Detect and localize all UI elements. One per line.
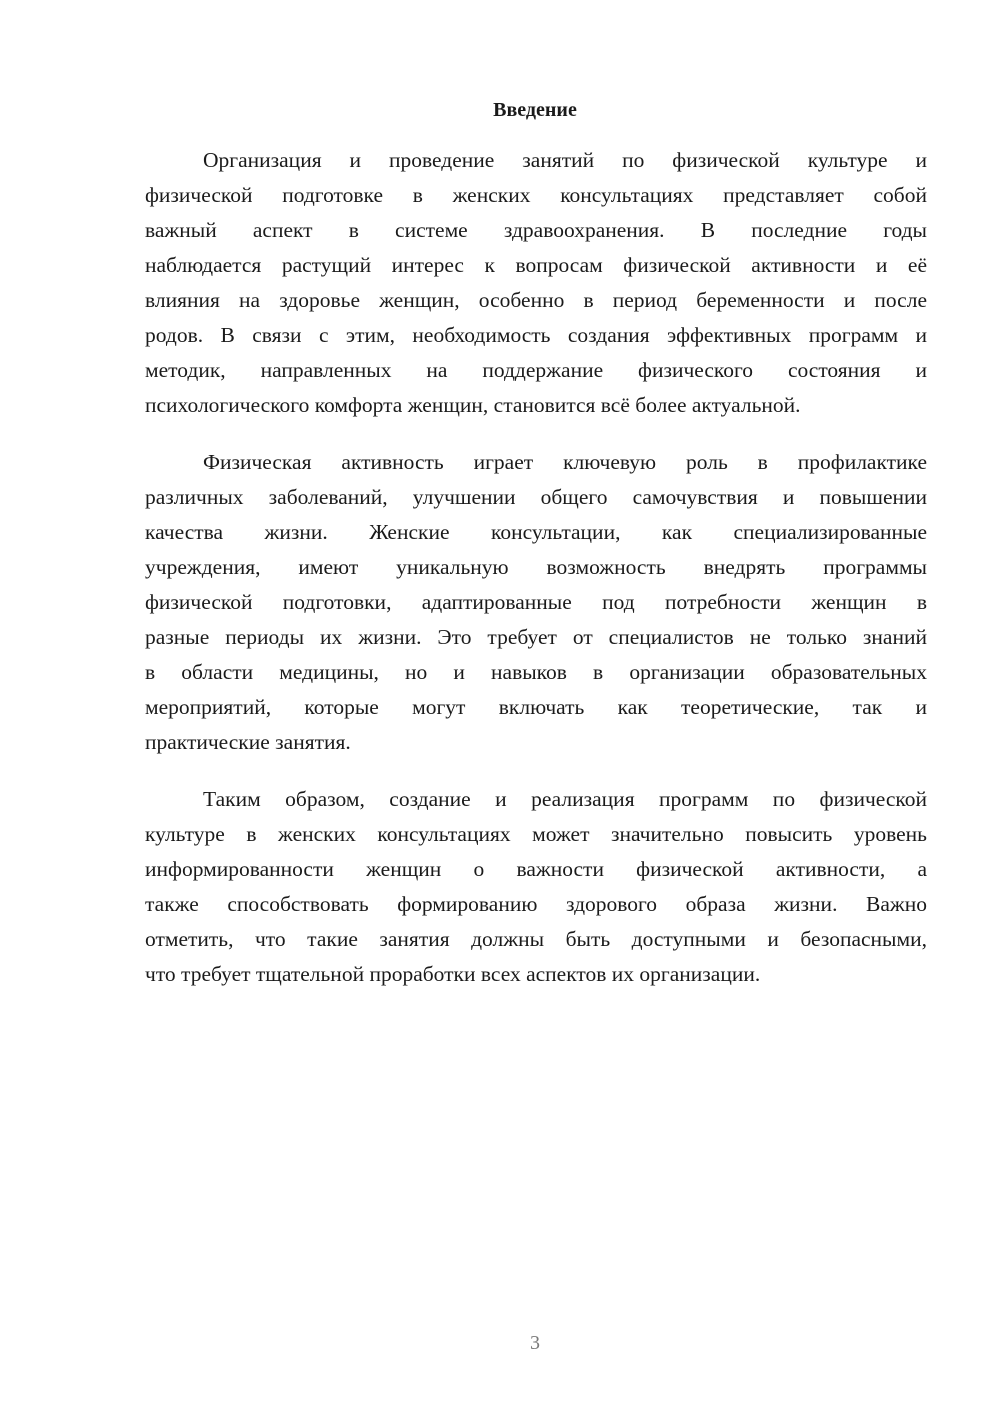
text-line: влияния на здоровье женщин, особенно в период беременности и после bbox=[145, 288, 927, 312]
text-line: учреждения, имеют уникальную возможность внедрять программы bbox=[145, 555, 927, 579]
text-line: качества жизни. Женские консультации, как специализированные bbox=[145, 520, 927, 544]
text-line: информированности женщин о важности физической активности, а bbox=[145, 857, 927, 881]
text-line: методик, направленных на поддержание физического состояния и bbox=[145, 358, 927, 382]
text-line: в области медицины, но и навыков в организации образовательных bbox=[145, 660, 927, 684]
text-line: Таким образом, создание и реализация программ по физической bbox=[203, 787, 927, 811]
text-line: родов. В связи с этим, необходимость создания эффективных программ и bbox=[145, 323, 927, 347]
text-line: психологического комфорта женщин, становится всё более актуальной. bbox=[145, 393, 801, 417]
paragraph bbox=[145, 143, 927, 423]
text-line: что требует тщательной проработки всех аспектов их организации. bbox=[145, 962, 761, 986]
text-line: физической подготовке в женских консультациях представляет собой bbox=[145, 183, 927, 207]
text-line: наблюдается растущий интерес к вопросам физической активности и её bbox=[145, 253, 927, 277]
paragraph bbox=[145, 445, 927, 760]
page-title: Введение bbox=[493, 99, 577, 121]
paragraph bbox=[145, 782, 927, 992]
text-line: важный аспект в системе здравоохранения. В последние годы bbox=[145, 218, 927, 242]
text-line: физической подготовки, адаптированные под потребности женщин в bbox=[145, 590, 927, 614]
text-line: Организация и проведение занятий по физической культуре и bbox=[203, 148, 927, 172]
text-line: мероприятий, которые могут включать как теоретические, так и bbox=[145, 695, 927, 719]
text-line: практические занятия. bbox=[145, 730, 351, 754]
text-line: различных заболеваний, улучшении общего самочувствия и повышении bbox=[145, 485, 927, 509]
text-line: разные периоды их жизни. Это требует от специалистов не только знаний bbox=[145, 625, 927, 649]
text-line: культуре в женских консультациях может значительно повысить уровень bbox=[145, 822, 927, 846]
page-number: 3 bbox=[530, 1332, 540, 1354]
text-line: Физическая активность играет ключевую роль в профилактике bbox=[203, 450, 927, 474]
document-body bbox=[145, 143, 927, 1014]
text-line: также способствовать формированию здорового образа жизни. Важно bbox=[145, 892, 927, 916]
text-line: отметить, что такие занятия должны быть доступными и безопасными, bbox=[145, 927, 927, 951]
